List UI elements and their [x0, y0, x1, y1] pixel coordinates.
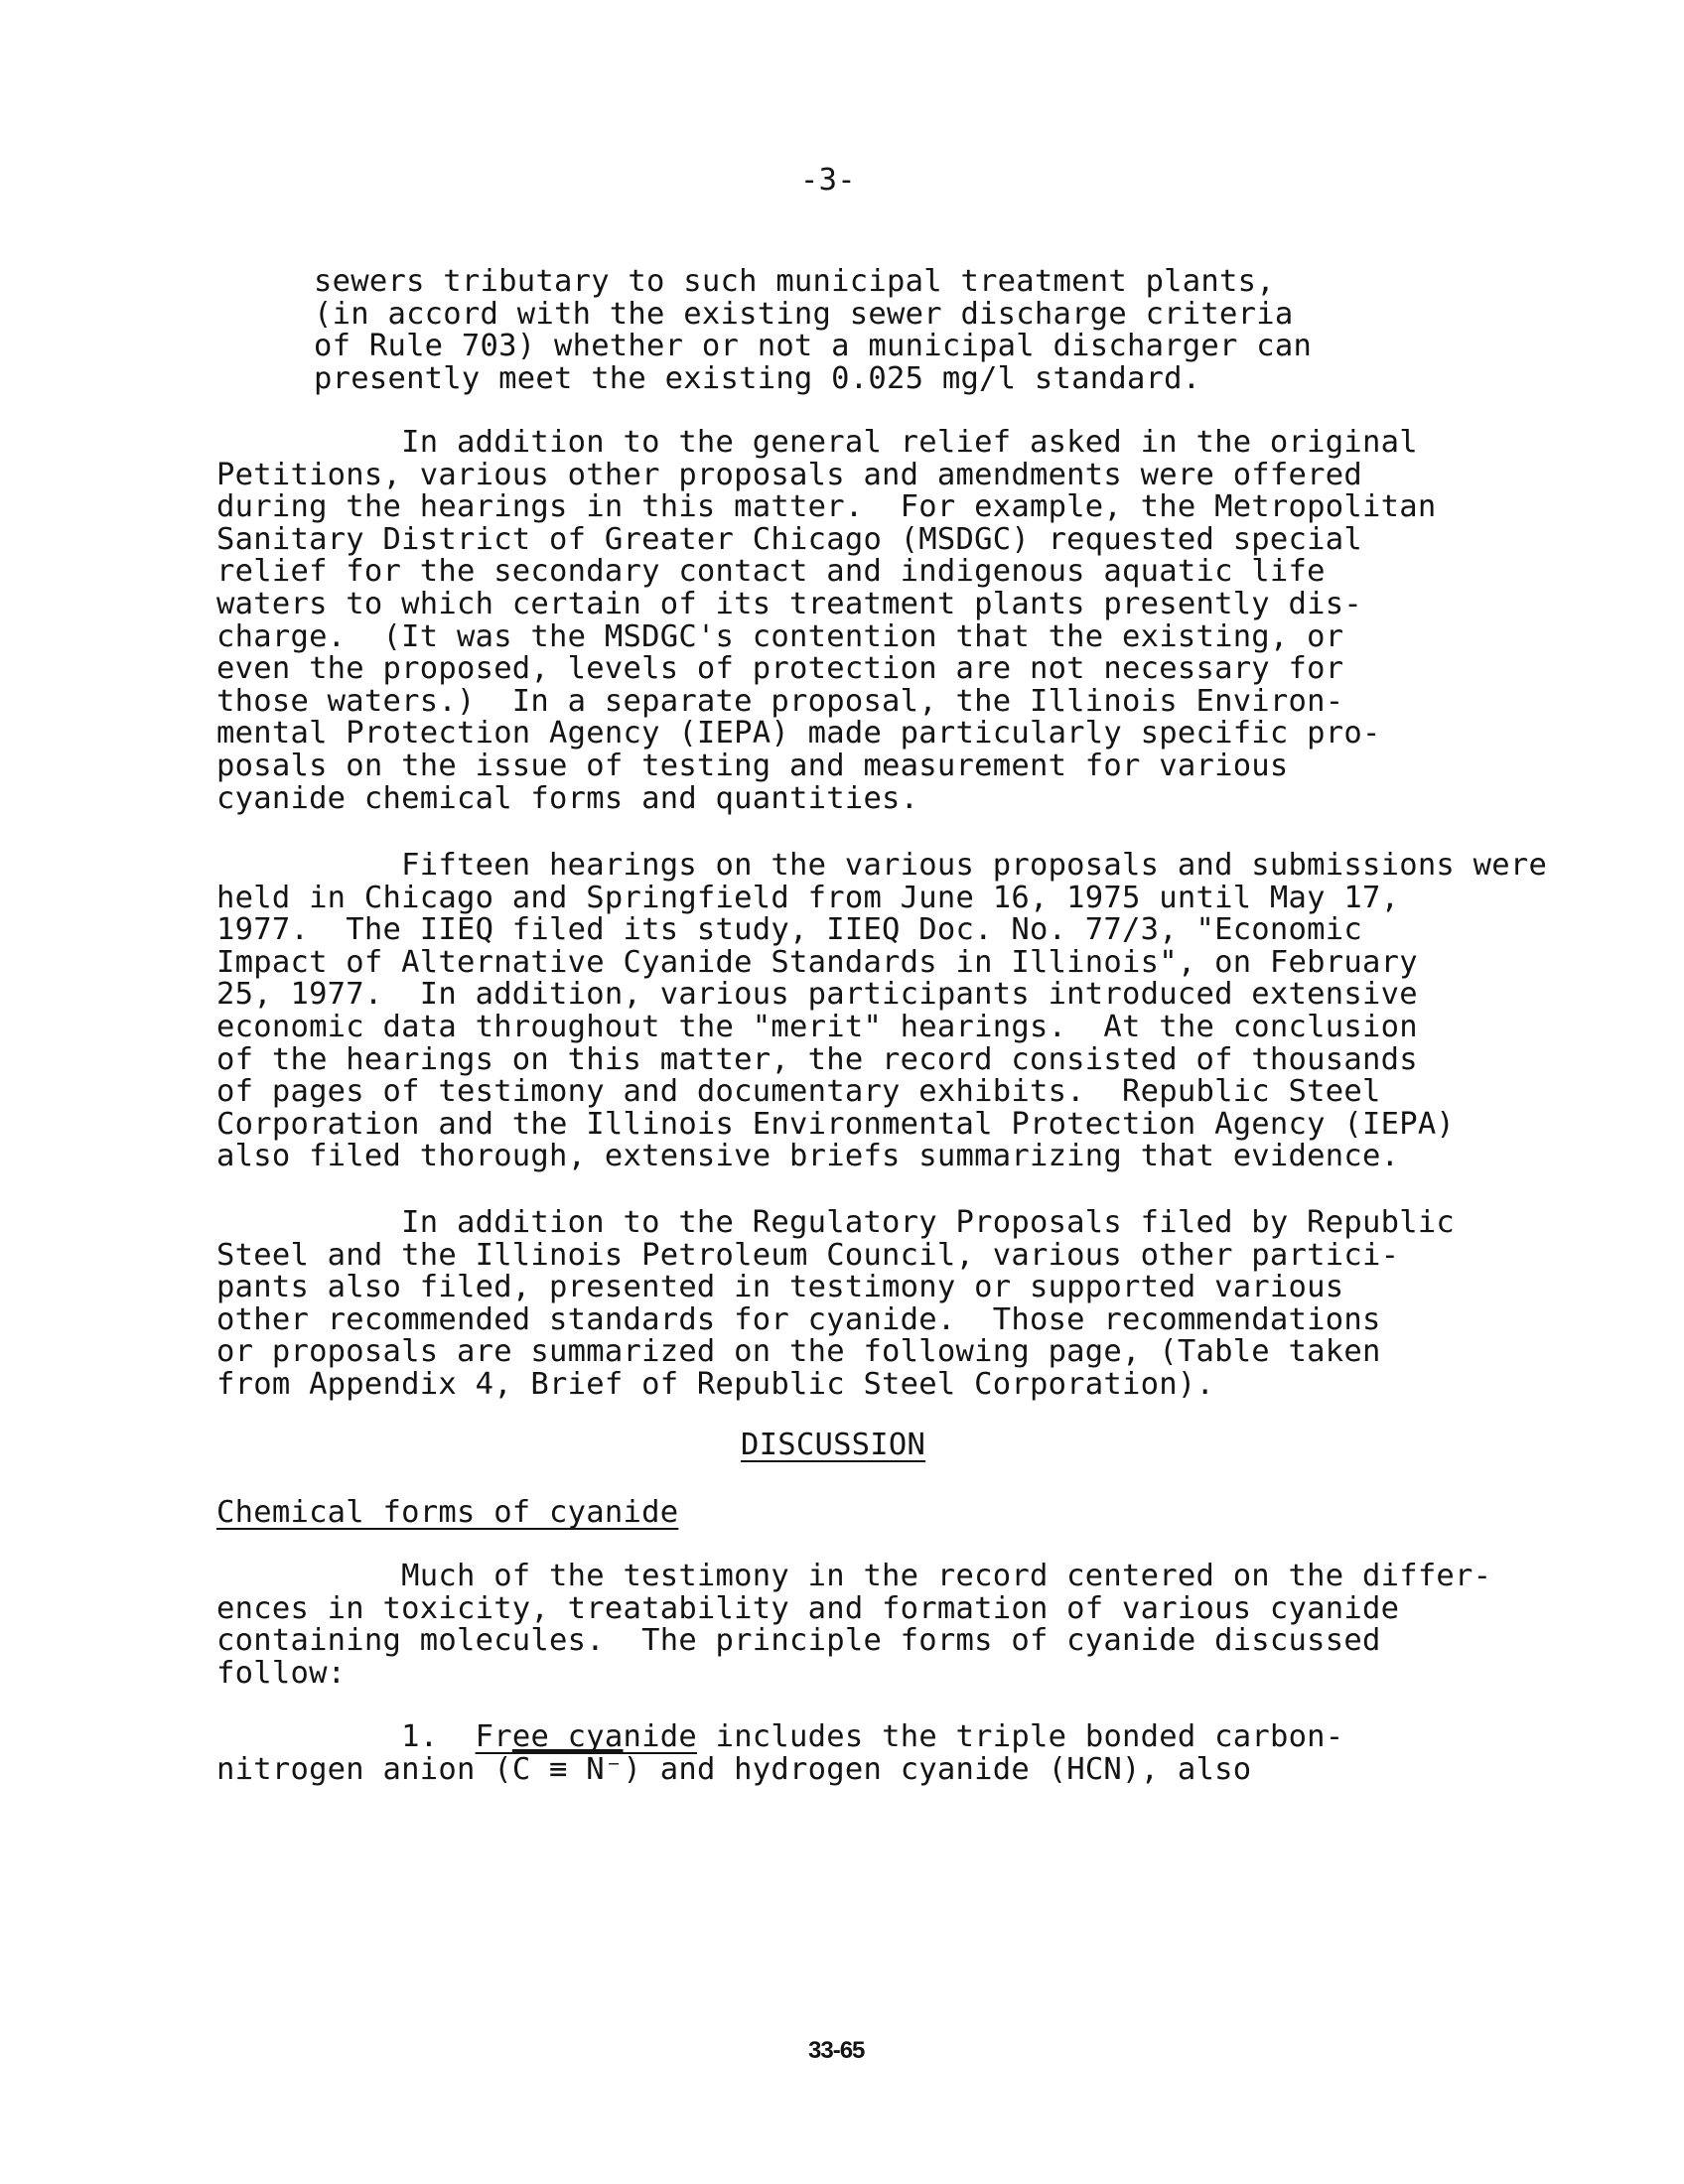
- paragraph-proposals: In addition to the general relief asked in the original Petitions, various other proposals and amendments were offered during the hearings in this matter. For example, the Metropolitan Sanitary District of Greater Chicago (MSDGC) requested special relief for the secondary contact and indigenous aquatic life waters to which certain of its treatment plants presently dis- charge. (It was the MSDGC's contention that the existing, or even the proposed, levels of protection are not necessary for those waters.) In a separate proposal, the Illinois Environ- mental Protection Agency (IEPA) made particularly specific pro- posals on the issue of testing and measurement for various cyanide chemical forms and quantities.: [216, 425, 1437, 816]
- item-line2-text-a: nitrogen anion (: [216, 1751, 512, 1787]
- item-number: 1.: [401, 1719, 439, 1754]
- item-line2-text-b: ) and hydrogen cyanide (HCN), also: [623, 1751, 1252, 1787]
- page-number: -3-: [800, 163, 856, 198]
- term-free-cyanide: Free cyanide: [475, 1719, 697, 1754]
- footer-page-number: 33-65: [808, 2037, 865, 2064]
- paragraph-testimony: Much of the testimony in the record centered on the differ- ences in toxicity, treatability and formation of various cyanide containing molecules. The principle forms of cyanide discussed follow:: [216, 1559, 1492, 1691]
- paragraph-regulatory-proposals: In addition to the Regulatory Proposals filed by Republic Steel and the Illinois Petroleum Council, various other partici- pants also filed, presented in testimony or supported various other recommended standards for cyanide. Those recommendations or proposals are summarized on the following page, (Table taken from Appendix 4, Brief of Republic Steel Corporation).: [216, 1205, 1456, 1402]
- paragraph-hearings: Fifteen hearings on the various proposals and submissions were held in Chicago and Springfield from June 16, 1975 until May 17, 1977. The IIEQ filed its study, IIEQ Doc. No. 77/3, "Economic Impact of Alternative Cyanide Standards in Illinois", on February 25, 1977. In addition, various participants introduced extensive economic data throughout the "merit" hearings. At the conclusion of the hearings on this matter, the record consisted of thousands of pages of testimony and documentary exhibits. Republic Steel Corporation and the Illinois Environmental Protection Agency (IEPA) also filed thorough, extensive briefs summarizing that evidence.: [216, 848, 1548, 1174]
- list-item-free-cyanide: [216, 1721, 1343, 1786]
- heading-discussion: DISCUSSION: [741, 1428, 926, 1462]
- paragraph-continued: sewers tributary to such municipal treatment plants, (in accord with the existing sewer discharge criteria of Rule 703) whether or not a municipal discharger can presently meet the existing 0.025 mg/l standard.: [314, 264, 1313, 396]
- item-line1-text: includes the triple bonded carbon-: [696, 1719, 1344, 1754]
- cyanide-anion-formula: C ≡ N⁻: [511, 1751, 624, 1787]
- heading-chemical-forms: Chemical forms of cyanide: [216, 1495, 679, 1530]
